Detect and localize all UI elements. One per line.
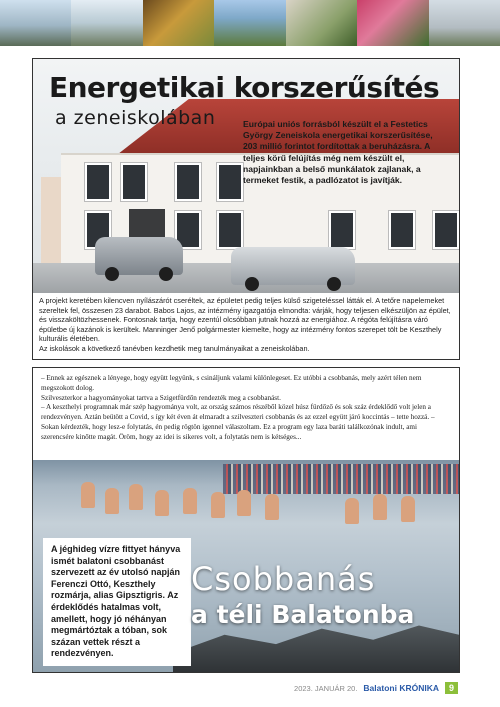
page-number: 9 — [445, 682, 458, 694]
swimmer — [345, 498, 359, 524]
article-headline: Energetikai korszerűsítés — [49, 71, 440, 104]
swimmer — [129, 484, 143, 510]
photo-caption: A jéghideg vízre fittyet hányva ismét balatoni csobbanást szervezett az év utolsó napján Ferenczi Ottó, Keszthely rozmárja, alias Gipsztigris. Az érdeklődés hatalmas volt, amellett, hogy jó néhányan megmártóztak a tóban, sok százan vettek részt a rendezvényen. — [43, 538, 191, 666]
header-photo-strip — [0, 0, 500, 46]
window — [329, 211, 355, 249]
roses-photo — [357, 0, 428, 46]
issue-date: 2023. JANUÁR 20. — [294, 683, 358, 693]
swimmer — [155, 490, 169, 516]
window — [121, 163, 147, 201]
article-lead: Európai uniós forrásból készült el a Festetics György Zeneiskola energetikai korszerűsítése, 203 millió forintot fordítottak a beruházásra. A teljes körű felújítás még nem készült el, napjainkban a belső munkálatok zajlanak, a termeket festik, a padlózatot is javítják. — [243, 119, 433, 186]
window — [217, 163, 243, 201]
crowd — [223, 464, 459, 494]
page-footer — [294, 682, 458, 694]
swimmer — [211, 492, 225, 518]
park-photo — [71, 0, 142, 46]
swimmer — [105, 488, 119, 514]
parked-car — [95, 237, 183, 275]
article-title-line2: a téli Balatonba — [191, 600, 415, 629]
window — [433, 211, 459, 249]
article-body: A projekt keretében kilencven nyílászárót cseréltek, az épületet pedig teljes külső szigeteléssel látták el. A tetőre napelemeket szereltek fel, összesen 23 darabot. Babos Lajos, az intézmény igazgatója elmondta: várják, hogy teljesen elkészüljön az épület, és visszaköltözhessenek. Fontosnak tartja, hogy ezentúl olcsóbban jutnak hozzá az energiához. A régóta felújításra váró épületbe új kazánok is kerültek. Manninger Jenő polgármester kiemelte, hogy az intézmény fontos szerepet tölt be Keszthely kulturális életében. Az iskolások a következő tanévben kezdhetik meg tanulmányaikat a zeneiskolában. — [39, 296, 451, 353]
parked-car — [231, 247, 355, 285]
music-school-building-photo — [33, 59, 459, 293]
swimmer — [183, 488, 197, 514]
article-music-school — [32, 58, 460, 360]
publication-brand: Balatoni KRÓNIKA — [363, 683, 439, 693]
church-photo — [214, 0, 285, 46]
sculpture-photo — [429, 0, 500, 46]
swimmer — [237, 490, 251, 516]
flowers-photo — [143, 0, 214, 46]
window — [175, 163, 201, 201]
swimmer — [265, 494, 279, 520]
window — [389, 211, 415, 249]
swimmer — [373, 494, 387, 520]
window — [217, 211, 243, 249]
article-body: – Ennek az egésznek a lényege, hogy együtt legyünk, s csináljunk valami különlegeset. Ez utóbbi a csobbanás, mely azért télen nem megszokott dolog. Szilveszterkor a hagyományokat tartva a Szigetfürdőn rendezték meg a csobbanást. – A keszthelyi programnak már szép hagyománya volt, az ország számos részéből közel húsz fürdőző és sok száz érdeklődő volt jelen a rendezvényen. Aztán beütött a Covid, s így két éven át elmaradt a szilveszteri csobbanás és az ezzel együtt járó koccintás – tette hozzá. – Sokan kérdezték, hogy lesz-e folytatás, én pedig rögtön igennel válaszoltam. Ez a program egy laza baráti találkozónak indult, ami szerencsére kinőtte magát. Öröm, hogy az idei is sikeres volt, a folytatás nem is kétséges... — [41, 374, 435, 441]
ferris-wheel-photo — [0, 0, 71, 46]
article-title-line1: Csobbanás — [191, 560, 376, 598]
swimmer — [401, 496, 415, 522]
swimmer — [81, 482, 95, 508]
article-subheadline: a zeneiskolában — [55, 107, 216, 129]
article-winter-swim — [32, 367, 460, 673]
trees-photo — [286, 0, 357, 46]
window — [85, 163, 111, 201]
